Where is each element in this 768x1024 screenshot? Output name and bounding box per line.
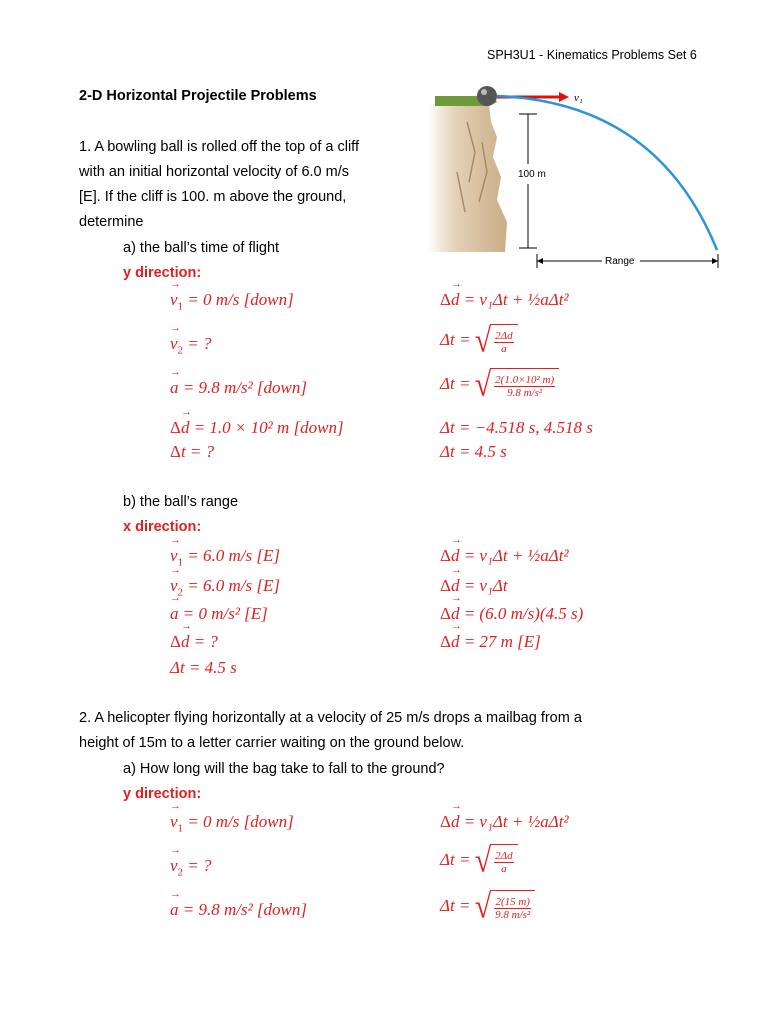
p1a-v2-given: → $v_2$ = ?	[170, 334, 212, 354]
p1a-final-answer: Δt = 4.5 s	[440, 442, 507, 461]
problem1-part-a-direction: y direction:	[123, 265, 202, 281]
problem2-line-2: height of 15m to a letter carrier waiting on the ground below.	[79, 735, 465, 751]
p2a-a-given: → a = 9.8 m/s² [down]	[170, 900, 307, 920]
page-header: SPH3U1 - Kinematics Problems Set 6	[487, 48, 697, 62]
range-label: Range	[605, 256, 635, 267]
p1a-a-given: → a = 9.8 m/s² [down]	[170, 378, 307, 398]
section-title: 2-D Horizontal Projectile Problems	[79, 88, 317, 104]
p1b-t-given: Δt = 4.5 s	[170, 658, 237, 677]
p1b-v1-given: → $v_1 = 6.0$ m/s [E]	[170, 546, 280, 566]
height-label: 100 m	[518, 169, 546, 180]
problem2-part-a-label: a) How long will the bag take to fall to the ground?	[123, 761, 445, 777]
p1a-t-given: Δt = ?	[170, 442, 215, 461]
problem1-part-b-direction: x direction:	[123, 519, 202, 535]
problem1-part-b-label: b) the ball’s range	[123, 494, 239, 510]
p1b-equation-4: Δ→ d = 27 m [E]	[440, 632, 541, 652]
p1a-v1-given: → $v_1 = 0$ m/s [down]	[170, 290, 294, 310]
p1b-a-given: → a = 0 m/s² [E]	[170, 604, 268, 624]
p1b-v2-given: → $v_2 = 6.0$ m/s [E]	[170, 576, 280, 596]
p1a-kinematic-equation: Δ→ d = v₁Δt + ½aΔt²	[440, 290, 569, 310]
p1a-sqrt-substituted: Δt = √ $\frac{\text{2(1.0×10² m)}}{\text{9.8 m/s²}}$	[440, 368, 559, 402]
cliff-diagram	[427, 82, 727, 272]
p2a-v2-given: → $v_2$ = ?	[170, 856, 212, 876]
cliff-projectile-figure	[427, 82, 727, 272]
problem2-line-1: 2. A helicopter flying horizontally at a velocity of 25 m/s drops a mailbag from a	[79, 710, 582, 726]
cliff-rock	[427, 104, 507, 252]
p1b-equation-3: Δ→ d = (6.0 m/s)(4.5 s)	[440, 604, 583, 624]
problem1-line-2: with an initial horizontal velocity of 6.0 m/s	[79, 164, 349, 180]
p2a-kinematic-equation: Δ→ d = v₁Δt + ½aΔt²	[440, 812, 569, 832]
p1a-sqrt-symbolic: Δt = √ $\frac{2\Delta d}{a}$	[440, 324, 518, 358]
problem1-part-a-label: a) the ball’s time of flight	[123, 240, 280, 256]
problem1-line-1: 1. A bowling ball is rolled off the top of a cliff	[79, 139, 359, 155]
p1a-roots: Δt = −4.518 s, 4.518 s	[440, 418, 593, 437]
bowling-ball	[477, 86, 497, 106]
p1b-equation-2: Δ→ d = v₁Δt	[440, 576, 508, 596]
p1b-equation-1: Δ→ d = v₁Δt + ½aΔt²	[440, 546, 569, 566]
p2a-v1-given: → $v_1 = 0$ m/s [down]	[170, 812, 294, 832]
p1b-d-given: Δ→ d = ?	[170, 632, 218, 652]
p1a-d-given: Δ→ d = 1.0 × 10² m [down]	[170, 418, 344, 438]
problem1-line-3: [E]. If the cliff is 100. m above the ground,	[79, 189, 347, 205]
p2a-sqrt-substituted: Δt = √ $\frac{2(15 m)}{\text{9.8 m/s²}}$	[440, 890, 535, 924]
problem2-part-a-direction: y direction:	[123, 786, 202, 802]
problem1-line-4: determine	[79, 214, 144, 230]
velocity-vector-label: v₁	[574, 92, 583, 104]
p2a-sqrt-symbolic: Δt = √ $\frac{2\Delta d}{a}$	[440, 844, 518, 878]
